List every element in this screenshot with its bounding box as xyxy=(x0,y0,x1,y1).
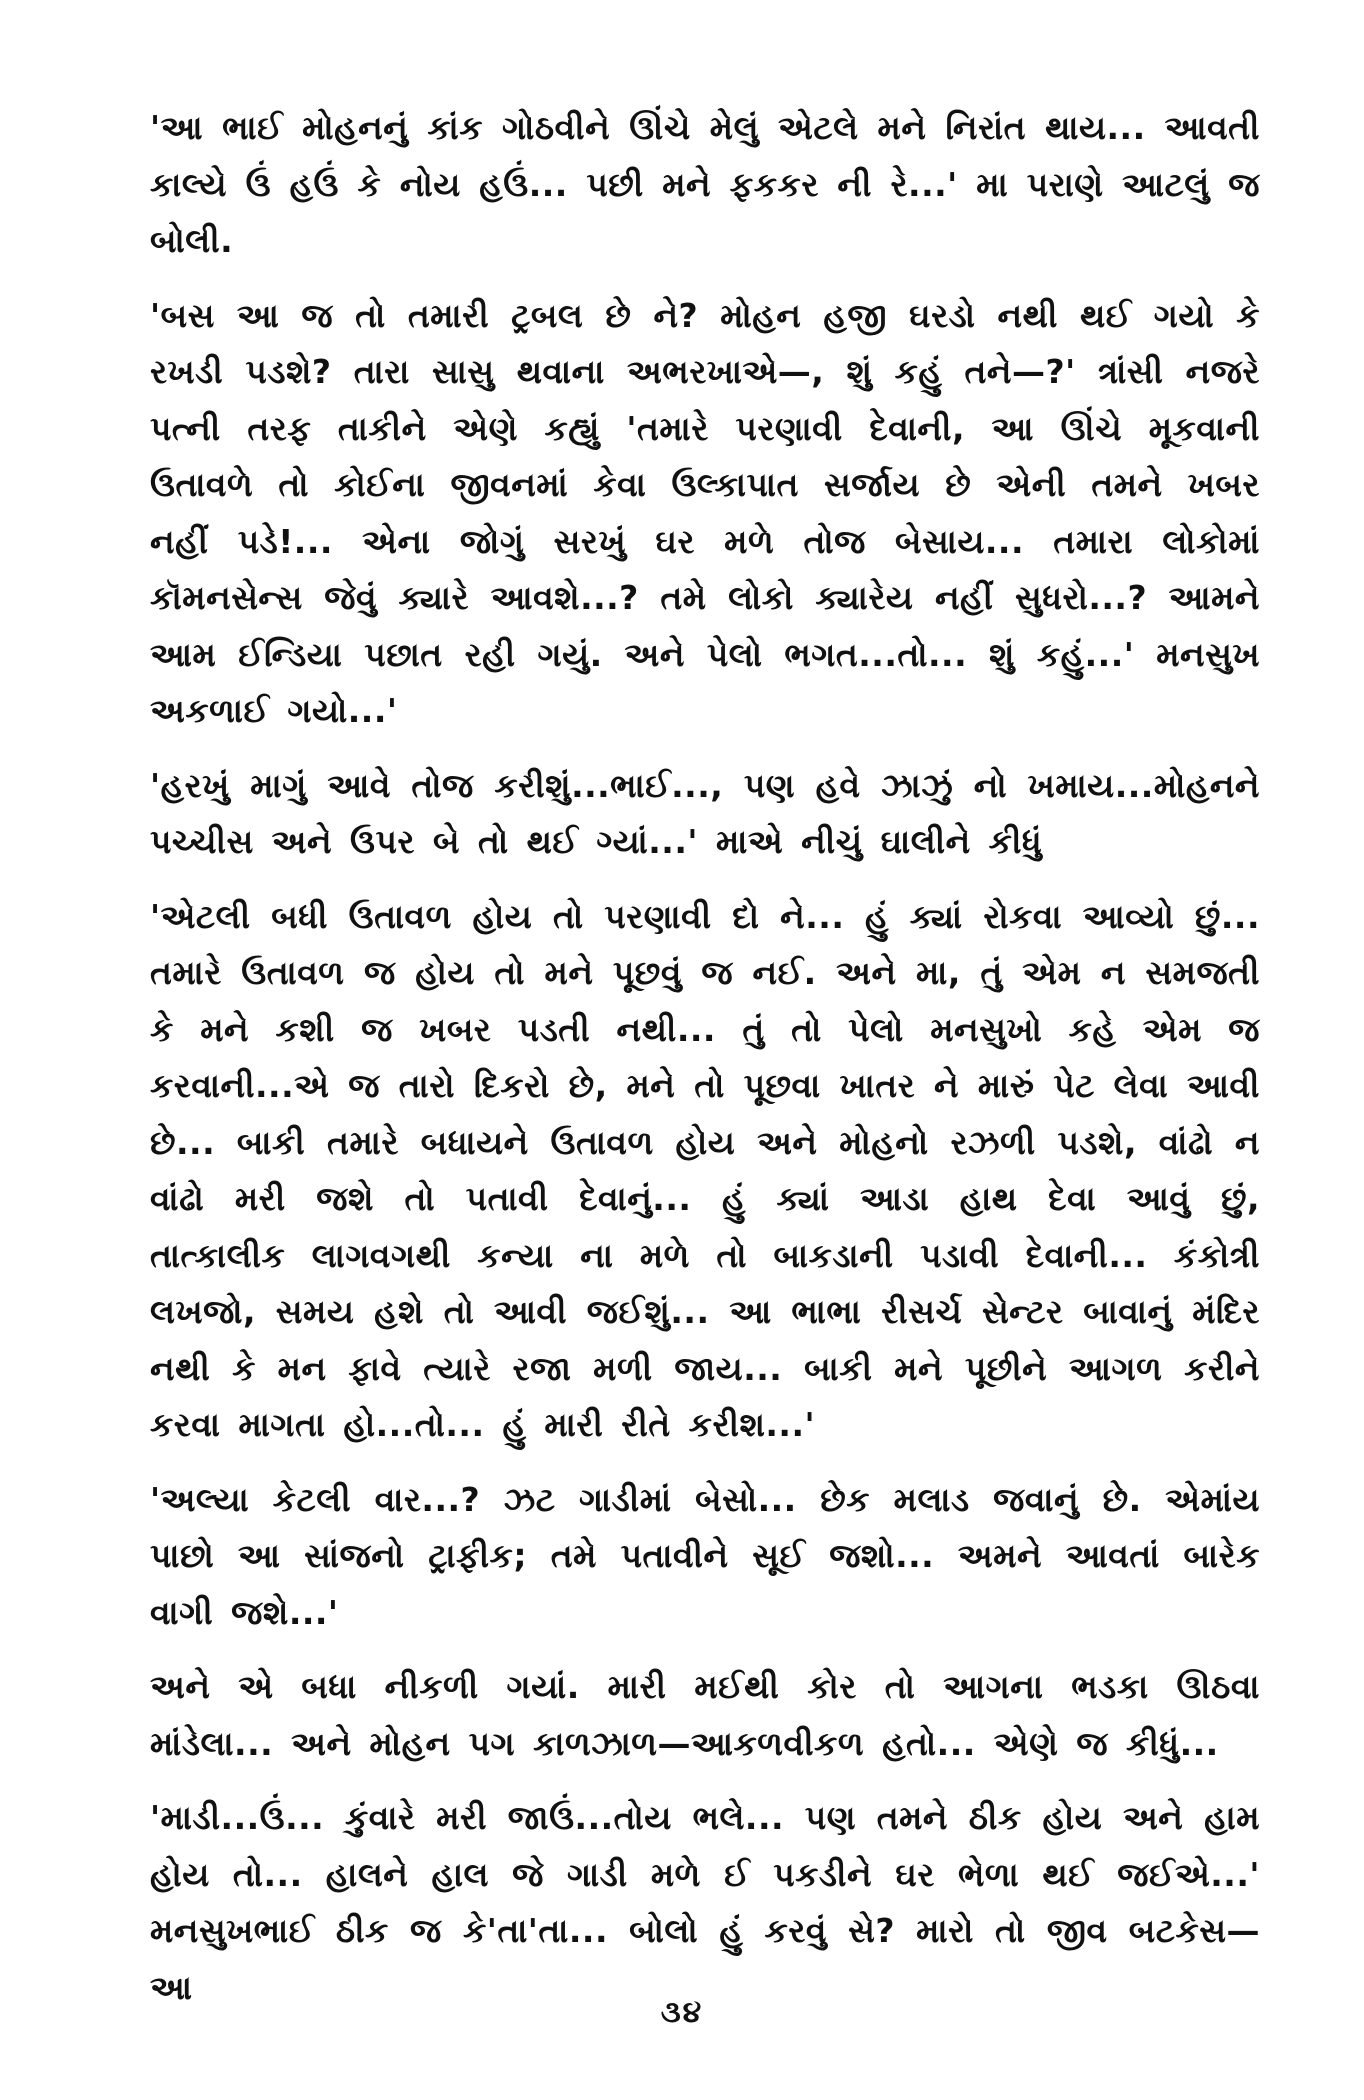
paragraph-4: 'એટલી બધી ઉતાવળ હોય તો પરણાવી દો ને... હું ક્યાં રોકવા આવ્યો છું... તમારે ઉતાવળ જ હોય તો મને પૂછવું જ નઈ. અને મા, તું એમ ન સમજતી કે મને કશી જ ખબર પડતી નથી... તું તો પેલો મનસુખો કહે એમ જ કરવાની...એ જ તારો દિકરો છે, મને તો પૂછવા ખાતર ને મારું પેટ લેવા આવી છે... બાકી તમારે બધાયને ઉતાવળ હોય અને મોહનો રઝળી પડશે, વાંઢો ન વાંઢો મરી જશે તો પતાવી દેવાનું... હું ક્યાં આડા હાથ દેવા આવું છું, તાત્કાલીક લાગવગથી કન્યા ના મળે તો બાકડાની પડાવી દેવાની... કંકોત્રી લખજો, સમય હશે તો આવી જઈશું... આ ભાભા રીસર્ચ સેન્ટર બાવાનું મંદિર નથી કે મન ફાવે ત્યારે રજા મળી જાય... બાકી મને પૂછીને આગળ કરીને કરવા માગતા હો...તો... હું મારી રીતે કરીશ...' xyxy=(150,896,1260,1444)
paragraph-2: 'બસ આ જ તો તમારી ટ્રબલ છે ને? મોહન હજી ઘરડો નથી થઈ ગયો કે રખડી પડશે? તારા સાસુ થવાના અભરખાએ—, શું કહું તને—?' ત્રાંસી નજરે પત્ની તરફ તાકીને એણે કહ્યું 'તમારે પરણાવી દેવાની, આ ઊંચે મૂકવાની ઉતાવળે તો કોઈના જીવનમાં કેવા ઉલ્કાપાત સર્જાય છે એની તમને ખબર નહીં પડે!... એના જોગું સરખું ઘર મળે તોજ બેસાય... તમારા લોકોમાં કૉમનસેન્સ જેવું ક્યારે આવશે...? તમે લોકો ક્યારેય નહીં સુધરો...? આમને આમ ઈન્ડિયા પછાત રહી ગયું. અને પેલો ભગત...તો... શું કહું...' મનસુખ અકળાઈ ગયો...' xyxy=(150,295,1260,730)
body-text xyxy=(150,100,1260,2034)
paragraph-7: 'માડી...ઉં... કુંવારે મરી જાઉં...તોય ભલે... પણ તમને ઠીક હોય અને હામ હોય તો... હાલને હાલ જે ગાડી મળે ઈ પકડીને ઘર ભેળા થઈ જઈએ...' મનસુખભાઈ ઠીક જ કે'તા'તા... બોલો હું કરવું સે? મારો તો જીવ બટકેસ—આ xyxy=(150,1798,1260,2007)
paragraph-6: અને એ બધા નીકળી ગયાં. મારી મઈથી કોર તો આગના ભડકા ઊઠવા માંડેલા... અને મોહન પગ કાળઝાળ—આકળવીકળ હતો... એણે જ કીધું... xyxy=(150,1667,1260,1763)
page-number: ૩૪ xyxy=(660,1995,704,2030)
paragraph-5: 'અલ્યા કેટલી વાર...? ઝટ ગાડીમાં બેસો... છેક મલાડ જવાનું છે. એમાંય પાછો આ સાંજનો ટ્રાફીક; તમે પતાવીને સૂઈ જશો... અમને આવતાં બારેક વાગી જશે...' xyxy=(150,1479,1260,1632)
paragraph-1: 'આ ભાઈ મોહનનું કાંક ગોઠવીને ઊંચે મેલું એટલે મને નિરાંત થાય... આવતી કાલ્યે ઉં હઉં કે નોય હઉં... પછી મને ફકકર ની રે...' મા પરાણે આટલું જ બોલી. xyxy=(150,108,1260,260)
paragraph-3: 'હરખું માગું આવે તોજ કરીશું...ભાઈ..., પણ હવે ઝાઝું નો ખમાય...મોહનને પચ્ચીસ અને ઉપર બે તો થઈ ગ્યાં...' માએ નીચું ઘાલીને કીધું xyxy=(150,765,1260,861)
